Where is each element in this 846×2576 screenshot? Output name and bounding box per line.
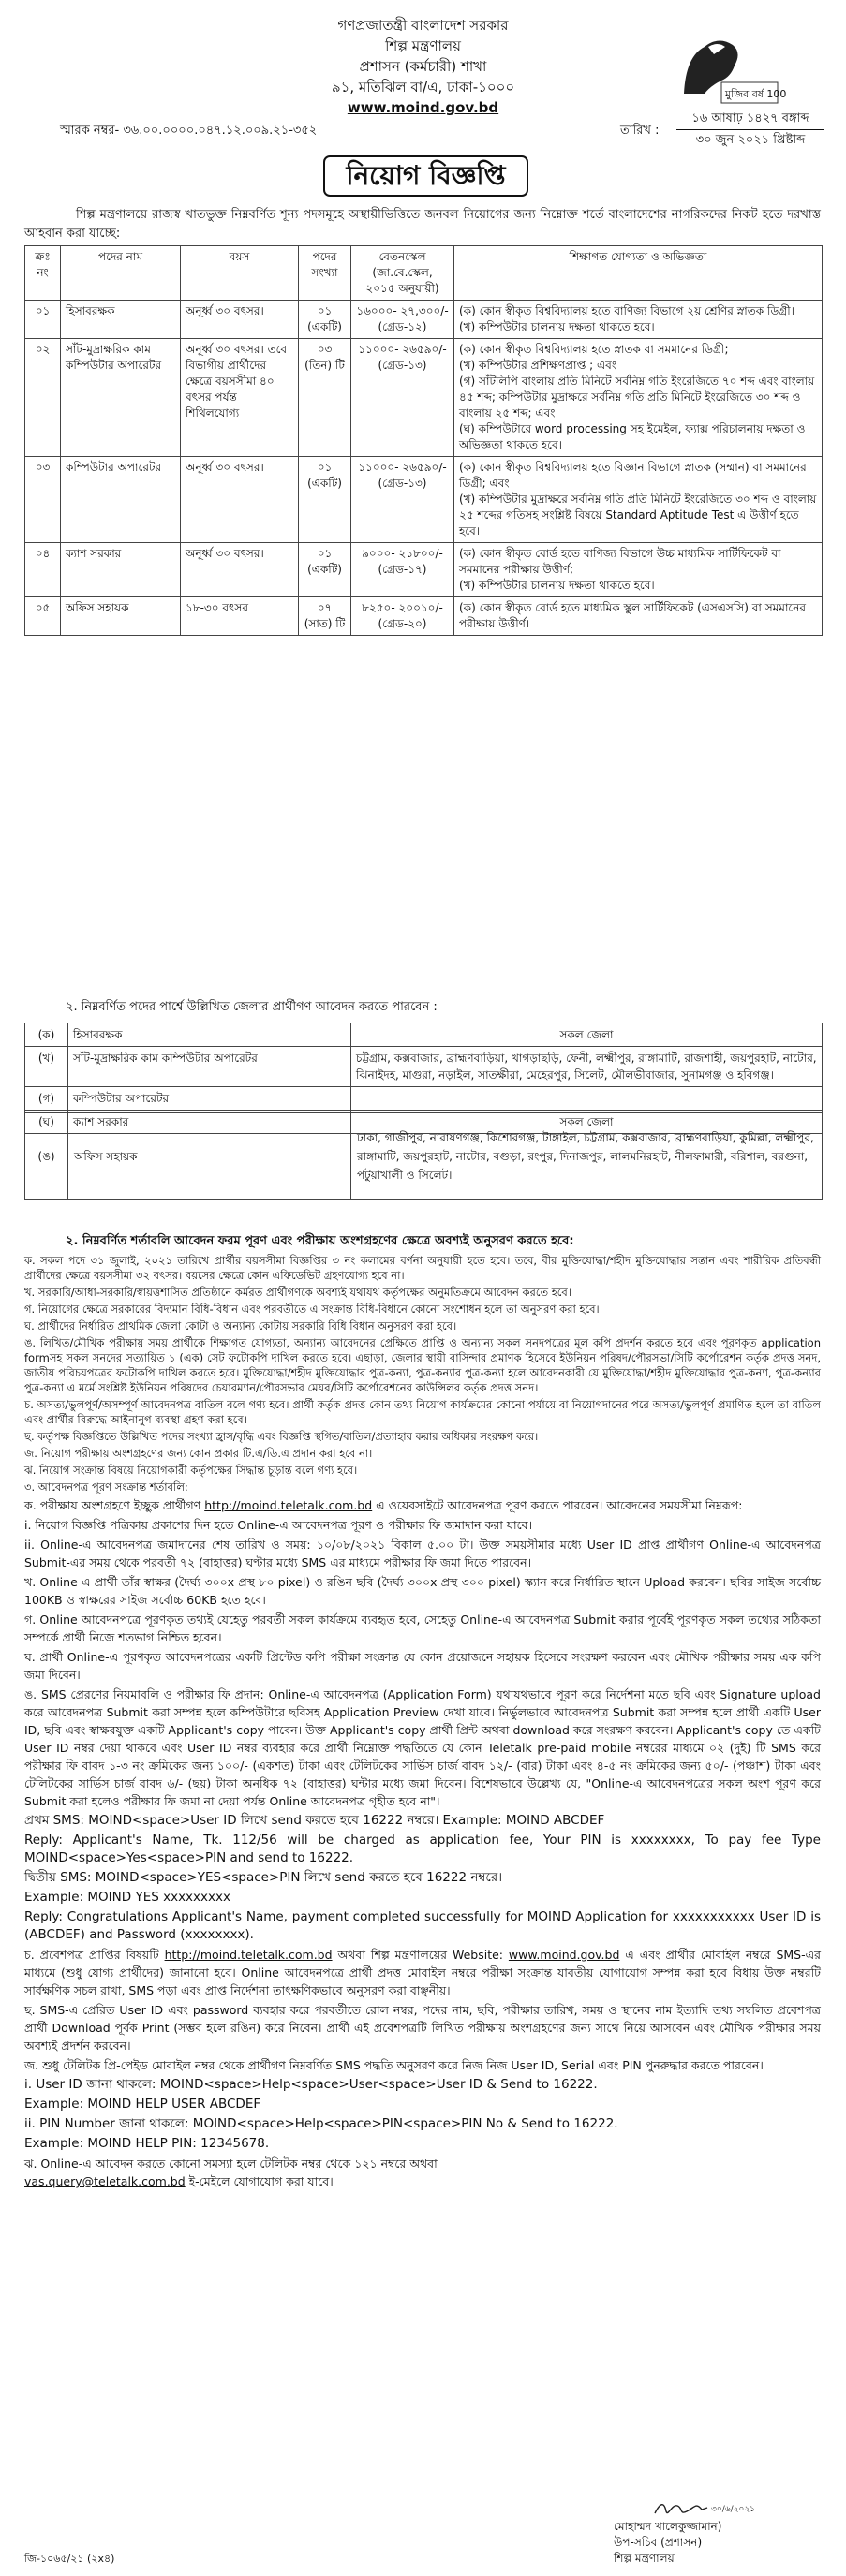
post-count: ০৩ (তিন) টি xyxy=(299,339,351,457)
apply-ka-text-2: এ ওয়েবসাইটে আবেদনপত্র পূরণ করতে পারবেন। আবেদনের সময়সীমা নিম্নরূপ: xyxy=(372,1498,743,1512)
sms-second-example: Example: MOIND YES xxxxxxxxx xyxy=(24,1890,230,1905)
posts-table xyxy=(24,245,823,636)
intro-paragraph: শিল্প মন্ত্রণালয়ে রাজস্ব খাতভুক্ত নিম্নবর্ণিত শূন্য পদসমূহে অস্থায়ীভিত্তিতে জনবল নিয়োগের জন্য নিম্নোক্ত শর্তে বাংলাদেশের নাগরিকদের নিকট হতে দরখাস্ত আহবান করা যাচ্ছে: xyxy=(24,208,821,241)
table-row xyxy=(25,597,823,636)
district-code: (গ) xyxy=(25,1087,68,1111)
apply-jha-text-2: ই-মেইলে যোগাযোগ করা যাবে। xyxy=(185,2174,334,2188)
district-code: (ঙ) xyxy=(25,1113,68,1200)
table-row xyxy=(25,339,823,457)
apply-chha: ছ. SMS-এ প্রেরিত User ID এবং password ব্যবহার করে পরবর্তীতে রোল নম্বর, পদের নাম, ছবি, পরীক্ষার তারিখ, সময় ও স্থানের নাম ইত্যাদি তথ্য সম্বলিত প্রবেশপত্র প্রার্থী Download পূর্বক Print (সম্ভব হলে রঙিন) করে নিবেন। প্রার্থী এই প্রবেশপত্রটি লিখিত পরীক্ষায় অংশগ্রহণের জন্য সাথে নিয়ে আসবেন এবং মৌখিক পরীক্ষার সময় অবশ্যই প্রদর্শন করবেন। xyxy=(24,2003,821,2053)
table-row xyxy=(25,1023,823,1047)
post-qualification: (ক) কোন স্বীকৃত বোর্ড হতে মাধ্যমিক স্কুল সার্টিফিকেট (এসএসসি) বা সমমানের পরীক্ষায় উত্তীর্ণ। xyxy=(454,597,823,636)
apply-ga: গ. Online আবেদনপত্রে পূরণকৃত তথ্যই যেহেতু পরবর্তী সকল কার্যক্রমে ব্যবহৃত হবে, সেহেতু Online-এ আবেদনপত্র Submit করার পূর্বেই পূরণকৃত সকল তথ্যের সঠিকতা সম্পর্কে প্রার্থী নিজে শতভাগ নিশ্চিত হবেন। xyxy=(24,1612,821,1644)
district-post: অফিস সহায়ক xyxy=(68,1113,351,1200)
post-name: অফিস সহায়ক xyxy=(61,597,181,636)
mujib-borsho-logo xyxy=(676,28,787,109)
district-post: ক্যাশ সরকার xyxy=(68,1111,351,1134)
signature-date: ৩০/৬/২০২১ xyxy=(711,2505,756,2514)
apply-cha-text: চ. প্রবেশপত্র প্রাপ্তির বিষয়টি xyxy=(24,1948,165,1962)
sms-second: দ্বিতীয় SMS: MOIND<space>YES<space>PIN লিখে send করতে হবে 16222 নম্বরে। xyxy=(24,1870,503,1885)
district-list: ঢাকা, গাজীপুর, নারায়ণগঞ্জ, কিশোরগঞ্জ, টাঙ্গাইল, চট্টগ্রাম, কক্সবাজার, ব্রাহ্মণবাড়িয়া, কুমিল্লা, লক্ষ্মীপুর, রাঙ্গামাটি, জয়পুরহাট, নাটোর, বগুড়া, রংপুর, দিনাজপুর, লালমনিরহাট, নীলফামারী, বরিশাল, বরগুনা, পটুয়াখালী ও সিলেট। xyxy=(351,1113,823,1200)
condition-ka: ক. সকল পদে ৩১ জুলাই, ২০২১ তারিখে প্রার্থীর বয়সসীমা বিজ্ঞপ্তির ৩ নং কলামের বর্ণনা অনুযায়ী হতে হবে। তবে, বীর মুক্তিযোদ্ধা/শহীদ মুক্তিযোদ্ধার সন্তান এবং শারীরিক প্রতিবন্ধী প্রার্থীদের ক্ষেত্রে বয়সসীমা ৩২ বৎসর। বয়সের ক্ষেত্রে কোন এফিডেভিট গ্রহণযোগ্য হবে না। xyxy=(24,1254,821,1282)
date-block xyxy=(671,109,830,151)
recover-user-id: i. User ID জানা থাকলে: MOIND<space>Help<space>User<space>User ID & Send to 16222. xyxy=(24,2077,598,2092)
header-count: পদের সংখ্যা xyxy=(299,246,351,301)
condition-gha: ঘ. প্রার্থীদের নির্ধারিত প্রাথমিক জেলা কোটা ও অন্যান্য কোটায় সরকারি বিধি বিধান অনুসরণ করা হবে। xyxy=(24,1319,457,1332)
support-email-link[interactable]: vas.query@teletalk.com.bd xyxy=(24,2174,186,2188)
condition-chha: ছ. কর্তৃপক্ষ বিজ্ঞপ্তিতে উল্লিখিত পদের সংখ্যা হ্রাস/বৃদ্ধি এবং বিজ্ঞপ্তি স্থগিত/বাতিল/প্রত্যাহার করার অধিকার সংরক্ষণ করে। xyxy=(24,1430,539,1443)
district-post: কম্পিউটার অপারেটর xyxy=(68,1087,351,1111)
post-sl: ০৩ xyxy=(25,457,61,543)
apply-i: i. নিয়োগ বিজ্ঞপ্তি পত্রিকায় প্রকাশের দিন হতে Online-এ আবেদনপত্র পূরণ ও পরীক্ষার ফি জমাদান করা যাবে। xyxy=(24,1518,533,1532)
post-scale: ১৬০০০- ২৭,৩০০/- (গ্রেড-১২) xyxy=(351,301,454,339)
date-english: ৩০ জুন ২০২১ খ্রিষ্টাব্দ xyxy=(695,133,806,147)
date-label: তারিখ : xyxy=(620,124,660,138)
table-header-row xyxy=(25,246,823,301)
branch-name: প্রশাসন (কর্মচারী) শাখা xyxy=(359,58,487,75)
header-sl: ক্রঃ নং xyxy=(25,246,61,301)
apply-uma-sms: ঙ. SMS প্রেরণের নিয়মাবলি ও পরীক্ষার ফি প্রদান: Online-এ আবেদনপত্র (Application Form) যথাযথভাবে পূরণ করে নির্দেশনা মতে ছবি এবং Signature upload করে আবেদনপত্র Submit করা সম্পন্ন হলে কম্পিউটারে ছবিসহ Application Preview দেখা যাবে। নির্ভুলভাবে আবেদনপত্র Submit করা সম্পন্ন হলে প্রার্থী একটি User ID, ছবি এবং স্বাক্ষরযুক্ত একটি Applicant's copy পাবেন। উক্ত Applicant's copy প্রার্থী প্রিন্ট অথবা download করে সংরক্ষণ করবেন। Applicant's copy তে একটি User ID নম্বর দেয়া থাকবে এবং User ID নম্বর ব্যবহার করে প্রার্থী নিম্নোক্ত পদ্ধতিতে যে কোন Teletalk pre-paid mobile নম্বরের মাধ্যমে ০২ (দুই) টি SMS করে পরীক্ষার ফি বাবদ ১-৩ নং ক্রমিকের জন্য ১০০/- (একশত) টাকা এবং টেলিটকের সার্ভিস চার্জ বাবদ ১২/- (বার) টাকা এবং ৪-৫ নং ক্রমিকের জন্য ৫০/- (পঞ্চাশ) টাকা এবং টেলিটকের সার্ভিস চার্জ বাবদ ৬/- (ছয়) টাকা অনধিক ৭২ (বাহাত্তর) ঘন্টার মধ্যে জমা দিবেন। বিশেষভাবে উল্লেখ্য যে, "Online-এ আবেদনপত্রের সকল অংশ পূরণ করে Submit করা হলেও পরীক্ষার ফি জমা না দেয়া পর্যন্ত Online আবেদনপত্র গৃহীত হবে না"। xyxy=(24,1687,821,1808)
post-sl: ০২ xyxy=(25,339,61,457)
condition-ja: জ. নিয়োগ পরীক্ষায় অংশগ্রহণের জন্য কোন প্রকার টি.এ/ডি.এ প্রদান করা হবে না। xyxy=(24,1447,373,1460)
signatory-name: মোহাম্মদ খালেকুজ্জামান) xyxy=(614,2520,722,2533)
table-row xyxy=(25,1047,823,1087)
post-scale: ১১০০০- ২৬৫৯০/- (গ্রেড-১৩) xyxy=(351,457,454,543)
signatory-office: শিল্প মন্ত্রণালয় xyxy=(614,2552,675,2565)
apply-ka xyxy=(24,1496,821,1514)
date-bangla: ১৬ আষাঢ় ১৪২৭ বঙ্গাব্দ xyxy=(691,111,809,125)
govt-name: গণপ্রজাতন্ত্রী বাংলাদেশ সরকার xyxy=(337,17,509,34)
post-age: অনূর্ধ্ব ৩০ বৎসর। xyxy=(181,457,299,543)
post-sl: ০৫ xyxy=(25,597,61,636)
header-age: বয়স xyxy=(181,246,299,301)
post-scale: ৮২৫০- ২০০১০/- (গ্রেড-২০) xyxy=(351,597,454,636)
post-count: ০৭ (সাত) টি xyxy=(299,597,351,636)
table-row xyxy=(25,457,823,543)
post-age: অনূর্ধ্ব ৩০ বৎসর। xyxy=(181,543,299,597)
ministry-website-link[interactable]: www.moind.gov.bd xyxy=(508,1948,620,1962)
apply-cha-text-3: এ এবং প্রার্থীর মোবাইল নম্বরে SMS-এর মাধ্যমে (শুধু যোগ্য প্রার্থীদের) জানানো হবে। Online আবেদনপত্রে প্রার্থী প্রদত্ত মোবাইল নম্বরে পরীক্ষা সংক্রান্ত যাবতীয় যোগাযোগ সম্পন্ন করা হবে বিধায় উক্ত নম্বরটি সার্বক্ষণিক সচল রাখা, SMS পড়া এবং প্রাপ্ত নির্দেশনা তাৎক্ষণিকভাবে অনুসরণ করা বাঞ্ছনীয়। xyxy=(24,1948,821,1997)
post-scale: ১১০০০- ২৬৫৯০/- (গ্রেড-১৩) xyxy=(351,339,454,457)
table-row xyxy=(25,543,823,597)
district-code: (ঘ) xyxy=(25,1111,68,1134)
district-section-heading: ২. নিম্নবর্ণিত পদের পার্শ্বে উল্লিখিত জেলার প্রার্থীগণ আবেদন করতে পারবেন : xyxy=(66,1000,438,1014)
signature-block xyxy=(614,2498,810,2567)
condition-kha: খ. সরকারি/আধা-সরকারি/স্বায়ত্তশাসিত প্রতিষ্ঠানে কর্মরত প্রার্থীগণকে অবশ্যই যথাযথ কর্তৃপক্ষের অনুমতিক্রমে আবেদন করতে হবে। xyxy=(24,1286,571,1299)
post-count: ০১ (একটি) xyxy=(299,457,351,543)
apply-ja: জ. শুধু টেলিটক প্রি-পেইড মোবাইল নম্বর থেকে প্রার্থীগণ নিম্নবর্ণিত SMS পদ্ধতি অনুসরণ করে নিজ নিজ User ID, Serial এবং PIN পুনরুদ্ধার করতে পারবেন। xyxy=(24,2058,764,2072)
apply-jha-text: ঝ. Online-এ আবেদন করতে কোনো সমস্যা হলে টেলিটক নম্বর থেকে ১২১ নম্বরে অথবা xyxy=(24,2156,438,2171)
post-qualification: (ক) কোন স্বীকৃত বিশ্ববিদ্যালয় হতে স্নাতক বা সমমানের ডিগ্রী; (খ) কম্পিউটার প্রশিক্ষণপ্রাপ্ত ; এবং (গ) সাঁটলিপি বাংলায় প্রতি মিনিটে সর্বনিম্ন গতি ইংরেজিতে ৭০ শব্দ এবং বাংলায় ৪৫ শব্দ; কম্পিউটার মুদ্রাক্ষরে সর্বনিম্ন গতি প্রতি মিনিটে ইংরেজিতে ৩০ শব্দ ও বাংলায় ২৫ শব্দ; এবং (ঘ) কম্পিউটারে word processing সহ ইমেইল, ফ্যাক্স পরিচালনায় দক্ষতা ও অভিজ্ঞতা থাকতে হবে। xyxy=(454,339,823,457)
post-qualification: (ক) কোন স্বীকৃত বোর্ড হতে বাণিজ্য বিভাগে উচ্চ মাধ্যমিক সার্টিফিকেট বা সমমানের পরীক্ষায় উত্তীর্ণ; (খ) কম্পিউটার চালনায় দক্ষতা থাকতে হবে। xyxy=(454,543,823,597)
post-age: অনূর্ধ্ব ৩০ বৎসর। তবে বিভাগীয় প্রার্থীদের ক্ষেত্রে বয়সসীমা ৪০ বৎসর পর্যন্ত শিথিলযোগ্য xyxy=(181,339,299,457)
post-name: কম্পিউটার অপারেটর xyxy=(61,457,181,543)
post-age: অনূর্ধ্ব ৩০ বৎসর। xyxy=(181,301,299,339)
sms-first: প্রথম SMS: MOIND<space>User ID লিখে send করতে হবে 16222 নম্বরে। Example: MOIND ABCDEF xyxy=(24,1813,605,1828)
website-link[interactable]: www.moind.gov.bd xyxy=(347,99,499,116)
sms-first-reply: Reply: Applicant's Name, Tk. 112/56 will be charged as application fee, Your PIN is xxxxxxxx, To pay fee Type MOIND<space>Yes<space>PIN and send to 16222. xyxy=(24,1833,821,1865)
teletalk-link[interactable]: http://moind.teletalk.com.bd xyxy=(204,1498,373,1512)
post-sl: ০৪ xyxy=(25,543,61,597)
apply-cha xyxy=(24,1946,821,1999)
post-scale: ৯০০০- ২১৮০০/- (গ্রেড-১৭) xyxy=(351,543,454,597)
district-list: চট্টগ্রাম, কক্সবাজার, ব্রাহ্মণবাড়িয়া, খাগড়াছড়ি, ফেনী, লক্ষ্মীপুর, রাঙ্গামাটি, রাজশাহী, জয়পুরহাট, নাটোর, ঝিনাইদহ, মাগুরা, নড়াইল, সাতক্ষীরা, মেহেরপুর, সিলেট, মৌলভীবাজার, সুনামগঞ্জ ও হবিগঞ্জ। xyxy=(351,1047,823,1087)
handwritten-signature xyxy=(651,2498,764,2519)
condition-ga: গ. নিয়োগের ক্ষেত্রে সরকারের বিদ্যমান বিধি-বিধান এবং পরবর্তীতে এ সংক্রান্ত বিধি-বিধানে কোনো সংশোধন হলে তা অনুসরণ করা হবে। xyxy=(24,1303,600,1316)
district-list: সকল জেলা xyxy=(351,1111,823,1134)
header-qualification: শিক্ষাগত যোগ্যতা ও অভিজ্ঞতা xyxy=(454,246,823,301)
district-code: (ক) xyxy=(25,1023,68,1047)
district-post: সাঁট-মুদ্রাক্ষরিক কাম কম্পিউটার অপারেটর xyxy=(68,1047,351,1087)
apply-ii: ii. Online-এ আবেদনপত্র জমাদানের শেষ তারিখ ও সময়: ১০/০৮/২০২১ বিকাল ৫.০০ টা। উক্ত সময়সীমার মধ্যে User ID প্রাপ্ত প্রার্থীগণ Online-এ আবেদনপত্র Submit-এর সময় থেকে পরবর্তী ৭২ (বাহাত্তর) ঘণ্টার মধ্যে SMS এর মাধ্যমে পরীক্ষার ফি জমা দিতে পারবেন। xyxy=(24,1538,821,1569)
table-row xyxy=(25,1113,823,1200)
condition-uma: ঙ. লিখিত/মৌখিক পরীক্ষায় সময় প্রার্থীকে শিক্ষাগত যোগ্যতা, অন্যান্য আবেদনের প্রেক্ষিতে প্রাপ্তি ও অন্যান্য সকল সনদপত্রের মূল কপি প্রদর্শন করতে হবে এবং পূরণকৃত application formসহ সকল সনদের সত্যায়িত ১ (এক) সেট ফটোকপি দাখিল করতে হবে। এছাড়া, জেলার স্থায়ী বাসিন্দার প্রমাণক হিসেবে ইউনিয়ন পরিষদ/পৌরসভা/সিটি কর্পোরেশন কর্তৃক প্রদত্ত সনদ, জাতীয় পরিচয়পত্রের ফটোকপি দাখিল করতে হবে। মুক্তিযোদ্ধা/শহীদ মুক্তিযোদ্ধার পুত্র-কন্যা, পুত্র-কন্যার পুত্র-কন্যা হলে আবেদনকারী যে মুক্তিযোদ্ধা/শহীদ মুক্তিযোদ্ধার পুত্র-কন্যা, পুত্র-কন্যার পুত্র-কন্যা এ মর্মে সংশ্লিষ্ট ইউনিয়ন পরিষদের চেয়ারম্যান/পৌরসভার মেয়র/সিটি কর্পোরেশনের কাউন্সিলর কর্তৃক প্রদত্ত সনদ। xyxy=(24,1336,821,1394)
post-count: ০১ (একটি) xyxy=(299,301,351,339)
logo-text: মুজিব বর্ষ 100 xyxy=(725,88,787,100)
conditions-heading: ২. নিম্নবর্ণিত শর্তাবলি আবেদন ফরম পূরণ এবং পরীক্ষায় অংশগ্রহণের ক্ষেত্রে অবশ্যই অনুসরণ করতে হবে: xyxy=(66,1234,574,1248)
post-count: ০১ (একটি) xyxy=(299,543,351,597)
district-list xyxy=(351,1087,823,1111)
post-name: হিসাবরক্ষক xyxy=(61,301,181,339)
header-scale: বেতনস্কেল (জা.বে.স্কেল, ২০১৫ অনুযায়ী) xyxy=(351,246,454,301)
post-sl: ০১ xyxy=(25,301,61,339)
apply-cha-text-2: অথবা শিল্প মন্ত্রণালয়ের Website: xyxy=(332,1948,509,1962)
ministry-name: শিল্প মন্ত্রণালয় xyxy=(385,37,461,54)
memo-number: স্মারক নম্বর- ৩৬.০০.০০০০.০৪৭.১২.০০৯.২১-৩৫২ xyxy=(60,124,318,138)
post-qualification: (ক) কোন স্বীকৃত বিশ্ববিদ্যালয় হতে বাণিজ্য বিভাগে ২য় শ্রেণির স্নাতক ডিগ্রী। (খ) কম্পিউটার চালনায় দক্ষতা থাকতে হবে। xyxy=(454,301,823,339)
sms-second-reply: Reply: Congratulations Applicant's Name, payment completed successfully for MOIND Application for xxxxxxxxxxx User ID is (ABCDEF) and Password (xxxxxxxx). xyxy=(24,1909,821,1942)
post-name: সাঁট-মুদ্রাক্ষরিক কাম কম্পিউটার অপারেটর xyxy=(61,339,181,457)
recover-pin-example: Example: MOIND HELP PIN: 12345678. xyxy=(24,2136,270,2151)
conditions-section xyxy=(24,1234,821,2192)
apply-gha: ঘ. প্রার্থী Online-এ পূরণকৃত আবেদনপত্রের একটি প্রিন্টেড কপি পরীক্ষা সংক্রান্ত যে কোন প্রয়োজনে সহায়ক হিসেবে সংরক্ষণ করবেন এবং মৌখিক পরীক্ষার সময় এক কপি জমা দিবেন। xyxy=(24,1650,821,1682)
condition-cha: চ. অসত্য/ভুলপূর্ণ/অসম্পূর্ণ আবেদনপত্র বাতিল বলে গণ্য হবে। প্রার্থী কর্তৃক প্রদত্ত কোন তথ্য নিয়োগ কার্যক্রমের কোনো পর্যায়ে বা নিয়োগদানের পরে অসত্য/ভুলপূর্ণ প্রমাণিত হলে তা বাতিল এবং প্রার্থীর বিরুদ্ধে আইনানুগ ব্যবস্থা গ্রহণ করা হবে। xyxy=(24,1398,821,1426)
post-age: ১৮-৩০ বৎসর xyxy=(181,597,299,636)
condition-jha: ঝ. নিয়োগ সংক্রান্ত বিষয়ে নিয়োগকারী কর্তৃপক্ষের সিদ্ধান্ত চূড়ান্ত বলে গণ্য হবে। xyxy=(24,1464,358,1477)
apply-heading: ৩. আবেদনপত্র পূরণ সংক্রান্ত শর্তাবলি: xyxy=(24,1480,188,1494)
footer-code: জি-১০৬৫/২১ (২x৪) xyxy=(24,2553,115,2565)
signatory-designation: উপ-সচিব (প্রশাসন) xyxy=(614,2536,703,2549)
apply-kha: খ. Online এ প্রার্থী তাঁর স্বাক্ষর (দৈর্ঘ্য ৩০০x প্রস্থ ৮০ pixel) ও রঙিন ছবি (দৈর্ঘ্য ৩০০x প্রস্থ ৩০০ pixel) স্ক্যান করে নির্ধারিত স্থানে Upload করবেন। ছবির সাইজ সর্বোচ্চ 100KB ও স্বাক্ষরের সাইজ সর্বোচ্চ 60KB হতে হবে। xyxy=(24,1575,821,1607)
apply-jha xyxy=(24,2155,821,2190)
district-table-office-assistant xyxy=(24,1112,823,1200)
recover-pin: ii. PIN Number জানা থাকলে: MOIND<space>Help<space>PIN<space>PIN No & Send to 16222. xyxy=(24,2116,618,2131)
district-list: সকল জেলা xyxy=(351,1023,823,1047)
apply-ka-text: ক. পরীক্ষায় অংশগ্রহণে ইচ্ছুক প্রার্থীগণ xyxy=(24,1498,205,1512)
table-row xyxy=(25,1087,823,1111)
address: ৯১, মতিঝিল বা/এ, ঢাকা-১০০০ xyxy=(331,79,515,96)
post-qualification: (ক) কোন স্বীকৃত বিশ্ববিদ্যালয় হতে বিজ্ঞান বিভাগে স্নাতক (সম্মান) বা সমমানের ডিগ্রী; এবং (খ) কম্পিউটার মুদ্রাক্ষরে সর্বনিম্ন গতি প্রতি মিনিটে ইংরেজিতে ৩০ শব্দ ও বাংলায় ২৫ শব্দের গতিসহ সংশ্লিষ্ট বিষয়ে Standard Aptitude Test এ উত্তীর্ণ হতে হবে। xyxy=(454,457,823,543)
teletalk-link-2[interactable]: http://moind.teletalk.com.bd xyxy=(164,1948,333,1962)
recover-user-id-example: Example: MOIND HELP USER ABCDEF xyxy=(24,2097,261,2112)
notice-title: নিয়োগ বিজ্ঞপ্তি xyxy=(323,155,528,197)
district-post: হিসাবরক্ষক xyxy=(68,1023,351,1047)
header-post: পদের নাম xyxy=(61,246,181,301)
post-name: ক্যাশ সরকার xyxy=(61,543,181,597)
district-code: (খ) xyxy=(25,1047,68,1087)
table-row xyxy=(25,301,823,339)
